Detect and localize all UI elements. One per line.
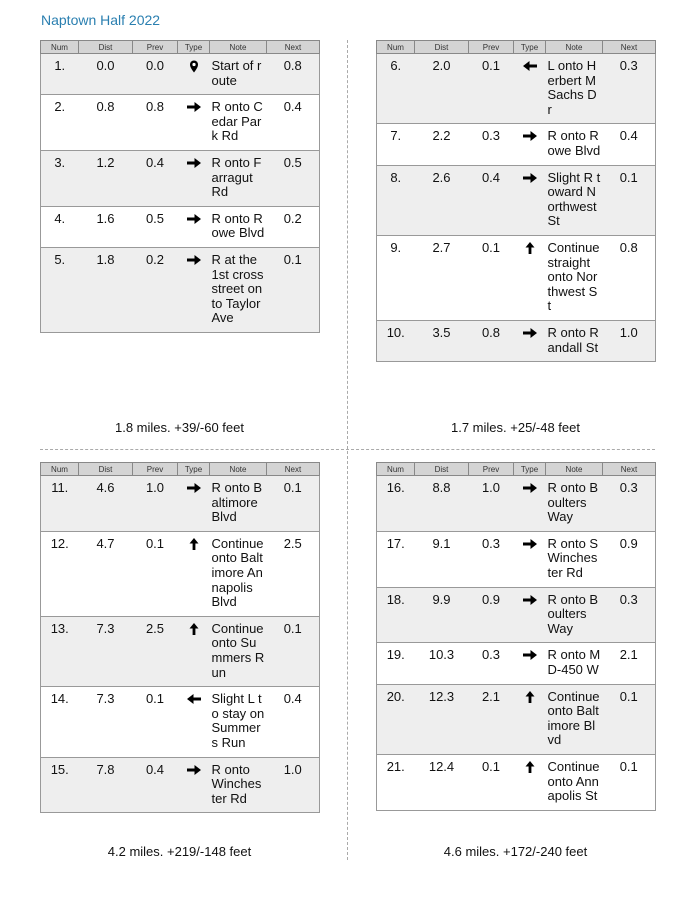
cue-num: 19. <box>377 643 415 684</box>
table-row <box>41 616 320 686</box>
cue-next: 0.2 <box>267 206 320 247</box>
cue-num: 9. <box>377 235 415 320</box>
right-arrow-icon <box>522 537 538 551</box>
cue-num: 11. <box>41 476 79 532</box>
table-header-row <box>41 41 320 54</box>
cue-dist: 10.3 <box>415 643 469 684</box>
cue-next: 0.1 <box>603 165 656 235</box>
table-row <box>377 754 656 810</box>
cue-dist: 1.6 <box>79 206 133 247</box>
cue-prev: 2.5 <box>133 616 178 686</box>
cue-type <box>178 531 210 616</box>
left-arrow-icon <box>522 59 538 73</box>
table-row <box>377 320 656 361</box>
right-arrow-icon <box>186 212 202 226</box>
table-header-row <box>377 41 656 54</box>
cue-next: 0.8 <box>267 54 320 95</box>
cue-dist: 7.8 <box>79 757 133 813</box>
cue-dist: 0.8 <box>79 95 133 151</box>
cue-next: 0.8 <box>603 235 656 320</box>
cue-prev: 0.4 <box>469 165 514 235</box>
column-header-next: Next <box>603 463 656 476</box>
cue-sheet-section-3 <box>40 462 319 813</box>
table-row <box>377 54 656 124</box>
cue-note: Continue onto Baltimore Annapolis Blvd <box>210 531 267 616</box>
cue-dist: 4.6 <box>79 476 133 532</box>
cue-note: R onto Rowe Blvd <box>546 124 603 165</box>
cue-type <box>178 54 210 95</box>
table-row <box>41 531 320 616</box>
table-row <box>377 165 656 235</box>
cue-prev: 0.1 <box>469 54 514 124</box>
horizontal-divider <box>40 449 655 450</box>
column-header-type: Type <box>178 463 210 476</box>
table-row <box>41 206 320 247</box>
cue-prev: 0.1 <box>133 531 178 616</box>
cue-prev: 1.0 <box>469 476 514 532</box>
column-header-num: Num <box>377 41 415 54</box>
cue-num: 16. <box>377 476 415 532</box>
cue-type <box>514 684 546 754</box>
cue-note: R onto Baltimore Blvd <box>210 476 267 532</box>
cue-note: R onto Rowe Blvd <box>210 206 267 247</box>
cue-num: 3. <box>41 150 79 206</box>
cue-next: 0.9 <box>603 531 656 587</box>
section-2-summary: 1.7 miles. +25/-48 feet <box>451 420 580 435</box>
cue-note: R at the 1st cross street onto Taylor Ave <box>210 247 267 332</box>
right-arrow-icon <box>522 129 538 143</box>
column-header-num: Num <box>41 463 79 476</box>
cue-prev: 0.0 <box>133 54 178 95</box>
column-header-prev: Prev <box>469 41 514 54</box>
table-row <box>41 247 320 332</box>
straight-arrow-icon <box>186 622 202 636</box>
cue-num: 13. <box>41 616 79 686</box>
cue-note: Slight L to stay on Summers Run <box>210 687 267 757</box>
cue-dist: 0.0 <box>79 54 133 95</box>
right-arrow-icon <box>186 763 202 777</box>
table-row <box>377 643 656 684</box>
cue-dist: 7.3 <box>79 687 133 757</box>
page-title: Naptown Half 2022 <box>41 12 161 28</box>
cue-type <box>178 206 210 247</box>
cue-prev: 0.2 <box>133 247 178 332</box>
cue-prev: 1.0 <box>133 476 178 532</box>
table-row <box>377 531 656 587</box>
cue-type <box>514 165 546 235</box>
cue-num: 8. <box>377 165 415 235</box>
cue-type <box>514 754 546 810</box>
cue-next: 0.1 <box>267 247 320 332</box>
vertical-divider <box>347 40 348 860</box>
cue-dist: 9.1 <box>415 531 469 587</box>
cue-type <box>514 587 546 643</box>
cue-num: 7. <box>377 124 415 165</box>
cue-type <box>178 616 210 686</box>
cue-dist: 2.2 <box>415 124 469 165</box>
cue-table <box>376 40 656 362</box>
cue-dist: 7.3 <box>79 616 133 686</box>
cue-next: 0.1 <box>267 616 320 686</box>
cue-num: 12. <box>41 531 79 616</box>
right-arrow-icon <box>522 648 538 662</box>
cue-next: 2.5 <box>267 531 320 616</box>
cue-dist: 9.9 <box>415 587 469 643</box>
table-row <box>377 476 656 532</box>
cue-note: Start of route <box>210 54 267 95</box>
straight-arrow-icon <box>522 690 538 704</box>
cue-num: 17. <box>377 531 415 587</box>
cue-prev: 0.8 <box>133 95 178 151</box>
cue-note: R onto Farragut Rd <box>210 150 267 206</box>
cue-table <box>376 462 656 811</box>
straight-arrow-icon <box>522 241 538 255</box>
cue-num: 18. <box>377 587 415 643</box>
cue-next: 0.4 <box>603 124 656 165</box>
column-header-dist: Dist <box>79 463 133 476</box>
cue-note: R onto Cedar Park Rd <box>210 95 267 151</box>
cue-type <box>178 247 210 332</box>
cue-num: 1. <box>41 54 79 95</box>
cue-sheet-section-4 <box>376 462 655 811</box>
cue-note: L onto Herbert M Sachs Dr <box>546 54 603 124</box>
column-header-next: Next <box>603 41 656 54</box>
cue-dist: 3.5 <box>415 320 469 361</box>
cue-prev: 0.4 <box>133 150 178 206</box>
section-1-summary: 1.8 miles. +39/-60 feet <box>115 420 244 435</box>
cue-next: 0.1 <box>603 684 656 754</box>
cue-next: 0.1 <box>603 754 656 810</box>
table-header-row <box>377 463 656 476</box>
column-header-note: Note <box>210 41 267 54</box>
cue-num: 20. <box>377 684 415 754</box>
cue-prev: 0.1 <box>469 235 514 320</box>
cue-prev: 0.9 <box>469 587 514 643</box>
cue-note: Continue onto Annapolis St <box>546 754 603 810</box>
cue-next: 0.5 <box>267 150 320 206</box>
cue-num: 15. <box>41 757 79 813</box>
cue-next: 0.4 <box>267 95 320 151</box>
cue-note: Continue onto Summers Run <box>210 616 267 686</box>
cue-num: 14. <box>41 687 79 757</box>
cue-dist: 2.7 <box>415 235 469 320</box>
column-header-type: Type <box>514 41 546 54</box>
column-header-num: Num <box>377 463 415 476</box>
cue-num: 2. <box>41 95 79 151</box>
table-row <box>377 124 656 165</box>
table-row <box>41 150 320 206</box>
cue-prev: 0.1 <box>133 687 178 757</box>
cue-table <box>40 462 320 813</box>
cue-table <box>40 40 320 333</box>
cue-type <box>178 476 210 532</box>
column-header-next: Next <box>267 463 320 476</box>
column-header-note: Note <box>546 41 603 54</box>
column-header-dist: Dist <box>415 463 469 476</box>
table-row <box>377 235 656 320</box>
cue-num: 4. <box>41 206 79 247</box>
cue-note: R onto MD-450 W <box>546 643 603 684</box>
section-4-summary: 4.6 miles. +172/-240 feet <box>443 844 588 859</box>
cue-type <box>514 235 546 320</box>
cue-prev: 0.4 <box>133 757 178 813</box>
cue-next: 1.0 <box>603 320 656 361</box>
straight-arrow-icon <box>522 760 538 774</box>
column-header-note: Note <box>210 463 267 476</box>
column-header-dist: Dist <box>79 41 133 54</box>
table-row <box>377 587 656 643</box>
cue-type <box>514 476 546 532</box>
table-row <box>41 54 320 95</box>
right-arrow-icon <box>522 171 538 185</box>
column-header-next: Next <box>267 41 320 54</box>
column-header-type: Type <box>178 41 210 54</box>
cue-num: 5. <box>41 247 79 332</box>
column-header-type: Type <box>514 463 546 476</box>
cue-dist: 2.6 <box>415 165 469 235</box>
right-arrow-icon <box>522 593 538 607</box>
cue-num: 10. <box>377 320 415 361</box>
cue-sheet-section-2 <box>376 40 655 362</box>
start-pin-icon <box>186 59 202 73</box>
cue-note: R onto Boulters Way <box>546 476 603 532</box>
cue-type <box>514 124 546 165</box>
cue-prev: 0.5 <box>133 206 178 247</box>
column-header-prev: Prev <box>133 41 178 54</box>
table-row <box>377 684 656 754</box>
cue-note: R onto Randall St <box>546 320 603 361</box>
column-header-prev: Prev <box>469 463 514 476</box>
right-arrow-icon <box>186 100 202 114</box>
cue-prev: 0.3 <box>469 643 514 684</box>
right-arrow-icon <box>522 481 538 495</box>
cue-type <box>514 54 546 124</box>
cue-dist: 1.8 <box>79 247 133 332</box>
cue-note: R onto Winchester Rd <box>210 757 267 813</box>
cue-next: 1.0 <box>267 757 320 813</box>
cue-dist: 4.7 <box>79 531 133 616</box>
cue-prev: 0.1 <box>469 754 514 810</box>
cue-type <box>514 531 546 587</box>
left-arrow-icon <box>186 692 202 706</box>
cue-dist: 2.0 <box>415 54 469 124</box>
column-header-note: Note <box>546 463 603 476</box>
cue-next: 2.1 <box>603 643 656 684</box>
cue-type <box>178 757 210 813</box>
cue-prev: 0.3 <box>469 531 514 587</box>
cue-type <box>178 95 210 151</box>
cue-dist: 12.4 <box>415 754 469 810</box>
right-arrow-icon <box>186 156 202 170</box>
column-header-num: Num <box>41 41 79 54</box>
cue-dist: 1.2 <box>79 150 133 206</box>
cue-note: R onto S Winchester Rd <box>546 531 603 587</box>
table-row <box>41 757 320 813</box>
cue-prev: 0.8 <box>469 320 514 361</box>
right-arrow-icon <box>186 481 202 495</box>
cue-dist: 12.3 <box>415 684 469 754</box>
cue-note: Continue onto Baltimore Blvd <box>546 684 603 754</box>
column-header-dist: Dist <box>415 41 469 54</box>
cue-next: 0.1 <box>267 476 320 532</box>
cue-next: 0.3 <box>603 587 656 643</box>
section-3-summary: 4.2 miles. +219/-148 feet <box>107 844 252 859</box>
table-row <box>41 476 320 532</box>
cue-num: 21. <box>377 754 415 810</box>
cue-dist: 8.8 <box>415 476 469 532</box>
cue-note: R onto Boulters Way <box>546 587 603 643</box>
cue-type <box>514 320 546 361</box>
cue-sheet-section-1 <box>40 40 319 333</box>
cue-note: Slight R toward Northwest St <box>546 165 603 235</box>
right-arrow-icon <box>522 326 538 340</box>
cue-type <box>514 643 546 684</box>
cue-type <box>178 687 210 757</box>
cue-next: 0.3 <box>603 476 656 532</box>
cue-num: 6. <box>377 54 415 124</box>
cue-next: 0.3 <box>603 54 656 124</box>
column-header-prev: Prev <box>133 463 178 476</box>
table-row <box>41 95 320 151</box>
table-header-row <box>41 463 320 476</box>
cue-prev: 0.3 <box>469 124 514 165</box>
cue-note: Continue straight onto Northwest St <box>546 235 603 320</box>
cue-prev: 2.1 <box>469 684 514 754</box>
straight-arrow-icon <box>186 537 202 551</box>
cue-type <box>178 150 210 206</box>
right-arrow-icon <box>186 253 202 267</box>
cue-next: 0.4 <box>267 687 320 757</box>
table-row <box>41 687 320 757</box>
